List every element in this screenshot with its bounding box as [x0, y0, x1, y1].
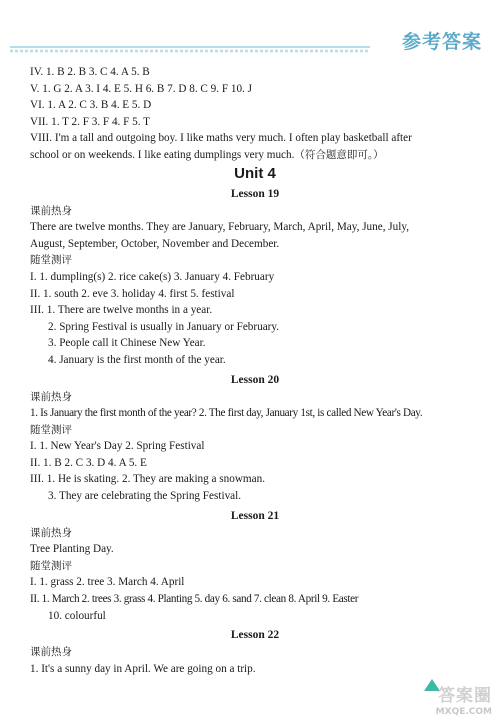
watermark-text: 答案圈	[438, 686, 492, 706]
lesson-20-title: Lesson 20	[230, 373, 280, 386]
lesson-19-warmup-1: There are twelve months. They are January, February, March, April, May, June, July,	[30, 221, 410, 234]
page-header	[0, 0, 500, 60]
lesson-19-answer-1: I. 1. dumpling(s) 2. rice cake(s) 3. January 4. February	[30, 270, 275, 283]
answer-line-viii-2	[30, 147, 480, 164]
warmup-heading: 课前热身	[30, 526, 72, 539]
practice-heading: 随堂测评	[30, 423, 72, 436]
lesson-22-warmup-1: 1. It's a sunny day in April. We are going on a trip.	[30, 662, 256, 675]
answer-line-iv: IV. 1. B 2. B 3. C 4. A 5. B	[30, 66, 150, 78]
lesson-20-answer-4: 3. They are celebrating the Spring Festival.	[48, 490, 242, 503]
lesson-21-answer-2: II. 1. March 2. trees 3. grass 4. Planting 5. day 6. sand 7. clean 8. April 9. Easter	[30, 593, 359, 606]
answer-text: school or on weekends. I like eating dumplings very much.	[30, 148, 295, 161]
lesson-21-answer-1: I. 1. grass 2. tree 3. March 4. April	[30, 576, 185, 589]
answer-note: （符合题意即可。）	[294, 148, 384, 161]
header-rule	[10, 44, 370, 54]
answer-content	[30, 64, 480, 677]
unit-title: Unit 4	[234, 164, 276, 182]
lesson-20-answer-1: I. 1. New Year's Day 2. Spring Festival	[30, 440, 205, 453]
lesson-19-warmup-2: August, September, October, November and December.	[30, 237, 280, 250]
answer-line-vii: VII. 1. T 2. F 3. F 4. F 5. T	[30, 115, 150, 128]
watermark-url: MXQE.COM	[435, 707, 492, 717]
watermark-logo	[424, 677, 492, 717]
warmup-heading: 课前热身	[30, 646, 72, 659]
lesson-20-answer-3: III. 1. He is skating. 2. They are making a snowman.	[30, 473, 265, 486]
answer-line-vi: VI. 1. A 2. C 3. B 4. E 5. D	[30, 99, 152, 112]
lesson-19-answer-6: 4. January is the first month of the year.	[48, 353, 226, 366]
lesson-22-title: Lesson 22	[230, 629, 280, 642]
lesson-19-answer-3: III. 1. There are twelve months in a year.	[30, 304, 213, 317]
answer-line-viii-1: VIII. I'm a tall and outgoing boy. I like maths very much. I often play basketball after	[30, 132, 412, 145]
lesson-20-answer-2: II. 1. B 2. C 3. D 4. A 5. E	[30, 456, 147, 469]
lesson-19-answer-4: 2. Spring Festival is usually in January or February.	[48, 320, 280, 333]
lesson-20-warmup-1: 1. Is January the first month of the year? 2. The first day, January 1st, is called New Year's Day.	[30, 407, 423, 420]
practice-heading: 随堂测评	[30, 254, 72, 267]
lesson-21-answer-3: 10. colourful	[48, 609, 106, 622]
lesson-19-title: Lesson 19	[230, 187, 280, 200]
lesson-19-answer-5: 3. People call it Chinese New Year.	[48, 337, 206, 350]
answer-line-v: V. 1. G 2. A 3. I 4. E 5. H 6. B 7. D 8. C 9. F 10. J	[30, 82, 253, 95]
header-title: 参考答案	[401, 31, 482, 53]
warmup-heading: 课前热身	[30, 204, 72, 217]
lesson-21-warmup-1: Tree Planting Day.	[30, 543, 114, 556]
lesson-19-answer-2: II. 1. south 2. eve 3. holiday 4. first 5. festival	[30, 287, 235, 300]
practice-heading: 随堂测评	[30, 559, 72, 572]
warmup-heading: 课前热身	[30, 390, 72, 403]
lesson-21-title: Lesson 21	[230, 509, 280, 522]
